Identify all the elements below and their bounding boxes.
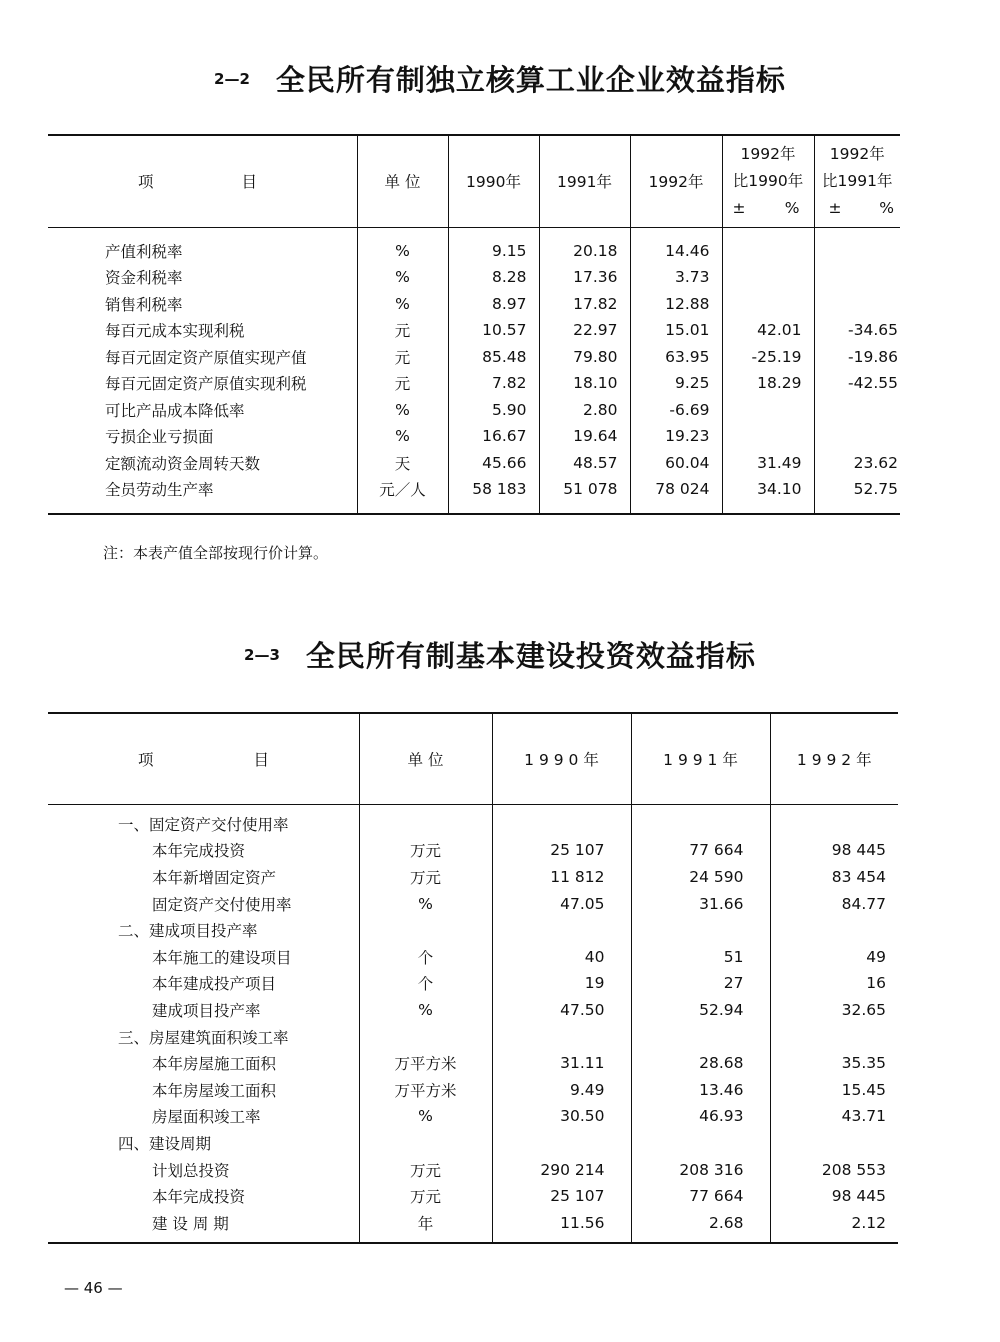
header-1991: 1991年 <box>539 135 630 227</box>
table-row <box>48 450 900 477</box>
cell-1992: 2.12 <box>851 1213 886 1232</box>
header-unit: 单 位 <box>359 713 492 804</box>
cell-cmp-1990 <box>722 264 814 291</box>
row-unit: 万平方米 <box>359 1076 492 1103</box>
row-unit: % <box>357 423 448 450</box>
table-row <box>48 864 898 891</box>
cell-1990 <box>492 811 631 838</box>
row-unit: 万平方米 <box>359 1050 492 1077</box>
cell-1991: 48.57 <box>539 450 630 477</box>
cell-cmp-1991 <box>814 423 900 450</box>
table-row <box>48 1023 898 1050</box>
cell-cmp-1991: 52.75 <box>853 480 898 499</box>
cell-1990: 9.49 <box>492 1076 631 1103</box>
cell-1992: 208 553 <box>821 1160 886 1179</box>
cell-cmp-1990: 34.10 <box>722 476 814 503</box>
cell-1990: 85.48 <box>448 344 539 371</box>
cell-1991: 31.66 <box>631 890 770 917</box>
cell-1991: 51 078 <box>539 476 630 503</box>
cell-1990: 16.67 <box>448 423 539 450</box>
row-label: 一、固定资产交付使用率 <box>48 811 359 838</box>
row-label: 房屋面积竣工率 <box>48 1103 359 1130</box>
cell-1991: 2.68 <box>631 1209 770 1236</box>
cell-cmp-1991: -19.86 <box>848 347 898 366</box>
cell-1992: 32.65 <box>841 1000 886 1019</box>
cell-1991: 17.36 <box>539 264 630 291</box>
cell-1990: 25 107 <box>492 1183 631 1210</box>
row-label: 计划总投资 <box>48 1156 359 1183</box>
cell-cmp-1990: -25.19 <box>722 344 814 371</box>
row-unit <box>359 1023 492 1050</box>
table2 <box>48 712 898 1244</box>
cell-1992 <box>770 917 898 944</box>
cell-1990: 25 107 <box>492 837 631 864</box>
table1-number: 2—2 <box>214 69 250 88</box>
row-label: 每百元固定资产原值实现利税 <box>48 370 357 397</box>
cell-1991: 28.68 <box>631 1050 770 1077</box>
cell-1990: 7.82 <box>448 370 539 397</box>
cell-1990: 47.50 <box>492 997 631 1024</box>
cell-1990: 9.15 <box>448 238 539 265</box>
row-label: 每百元固定资产原值实现产值 <box>48 344 357 371</box>
table1-note: 注：本表产值全部按现行价计算。 <box>103 544 329 562</box>
cell-1991: 24 590 <box>631 864 770 891</box>
cell-cmp-1991 <box>814 264 900 291</box>
cell-1990: 47.05 <box>492 890 631 917</box>
cell-1991: 46.93 <box>631 1103 770 1130</box>
cell-1990: 5.90 <box>448 397 539 424</box>
cell-1991: 17.82 <box>539 291 630 318</box>
cell-cmp-1991: 23.62 <box>853 453 898 472</box>
table-row <box>48 1076 898 1103</box>
row-unit: 个 <box>359 970 492 997</box>
row-unit: 万元 <box>359 837 492 864</box>
cell-1991: 77 664 <box>631 837 770 864</box>
table-row <box>48 837 898 864</box>
table-row <box>48 423 900 450</box>
cell-1992: 12.88 <box>630 291 722 318</box>
cell-1990: 11.56 <box>492 1209 631 1236</box>
row-label: 可比产品成本降低率 <box>48 397 357 424</box>
row-unit: 元／人 <box>357 476 448 503</box>
row-unit: 个 <box>359 943 492 970</box>
row-label: 本年完成投资 <box>48 837 359 864</box>
table-row <box>48 1156 898 1183</box>
cell-1991 <box>631 811 770 838</box>
cell-cmp-1991 <box>814 291 900 318</box>
cell-cmp-1991: -42.55 <box>848 374 898 393</box>
row-label: 产值利税率 <box>48 238 357 265</box>
cell-1991: 2.80 <box>539 397 630 424</box>
cell-1991: 51 <box>631 943 770 970</box>
cell-1992: 60.04 <box>630 450 722 477</box>
table-row <box>48 476 900 503</box>
cell-1991: 52.94 <box>631 997 770 1024</box>
table-row <box>48 370 900 397</box>
table2-number: 2—3 <box>244 645 280 664</box>
row-label: 本年新增固定资产 <box>48 864 359 891</box>
row-unit: % <box>359 890 492 917</box>
row-unit: 元 <box>357 344 448 371</box>
cell-1992: 15.01 <box>630 317 722 344</box>
cell-1992: 35.35 <box>841 1054 886 1073</box>
table-row <box>48 917 898 944</box>
row-unit: % <box>359 1103 492 1130</box>
header-1990: 1 9 9 0 年 <box>492 713 631 804</box>
header-item: 项 目 <box>48 713 359 804</box>
table-row <box>48 1130 898 1157</box>
header-unit: 单 位 <box>357 135 448 227</box>
cell-cmp-1990: 18.29 <box>722 370 814 397</box>
cell-cmp-1991 <box>814 238 900 265</box>
table-row <box>48 1209 898 1236</box>
row-unit: 元 <box>357 370 448 397</box>
table-row <box>48 811 898 838</box>
cell-1992: 43.71 <box>841 1107 886 1126</box>
row-unit <box>359 1130 492 1157</box>
table-row <box>48 997 898 1024</box>
row-unit: 万元 <box>359 1183 492 1210</box>
cell-1991: 208 316 <box>631 1156 770 1183</box>
row-label: 销售利税率 <box>48 291 357 318</box>
header-cmp-1991: 1992年 比1991年 ± % <box>814 135 900 227</box>
row-label: 每百元成本实现利税 <box>48 317 357 344</box>
page-number: — 46 — <box>64 1279 123 1297</box>
cell-1990: 8.28 <box>448 264 539 291</box>
cell-1992 <box>770 1023 898 1050</box>
table-row <box>48 291 900 318</box>
table-row <box>48 1103 898 1130</box>
cell-cmp-1990 <box>722 291 814 318</box>
cell-1992: 14.46 <box>630 238 722 265</box>
row-unit <box>359 811 492 838</box>
cell-1992: 98 445 <box>831 841 886 860</box>
cell-1991 <box>631 1130 770 1157</box>
row-unit <box>359 917 492 944</box>
header-1992: 1 9 9 2 年 <box>770 713 898 804</box>
table-row <box>48 970 898 997</box>
cell-1992: 84.77 <box>841 894 886 913</box>
cell-1991: 22.97 <box>539 317 630 344</box>
cell-1991: 77 664 <box>631 1183 770 1210</box>
row-unit: 万元 <box>359 864 492 891</box>
cell-1992: 78 024 <box>630 476 722 503</box>
table1 <box>48 134 900 515</box>
row-label: 本年房屋竣工面积 <box>48 1076 359 1103</box>
cell-1990 <box>492 917 631 944</box>
cell-1992: 16 <box>866 974 886 993</box>
header-1992: 1992年 <box>630 135 722 227</box>
cell-1992: 63.95 <box>630 344 722 371</box>
row-unit: 万元 <box>359 1156 492 1183</box>
row-unit: 天 <box>357 450 448 477</box>
row-label: 本年房屋施工面积 <box>48 1050 359 1077</box>
cell-1991: 79.80 <box>539 344 630 371</box>
cell-1990: 58 183 <box>448 476 539 503</box>
row-unit: 元 <box>357 317 448 344</box>
cell-1990: 19 <box>492 970 631 997</box>
row-label: 定额流动资金周转天数 <box>48 450 357 477</box>
cell-cmp-1991 <box>814 397 900 424</box>
table-row <box>48 1183 898 1210</box>
cell-1991: 13.46 <box>631 1076 770 1103</box>
cell-1991: 19.64 <box>539 423 630 450</box>
cell-1992: 98 445 <box>831 1187 886 1206</box>
cell-1992: 19.23 <box>630 423 722 450</box>
cell-1990 <box>492 1023 631 1050</box>
row-label: 建 设 周 期 <box>48 1209 359 1236</box>
row-unit: 年 <box>359 1209 492 1236</box>
cell-cmp-1990 <box>722 423 814 450</box>
table-row <box>48 344 900 371</box>
row-label: 资金利税率 <box>48 264 357 291</box>
cell-1990: 8.97 <box>448 291 539 318</box>
table-row <box>48 1050 898 1077</box>
cell-1990: 10.57 <box>448 317 539 344</box>
cell-1990: 40 <box>492 943 631 970</box>
cell-1990: 290 214 <box>492 1156 631 1183</box>
row-label: 三、房屋建筑面积竣工率 <box>48 1023 359 1050</box>
cell-1990: 31.11 <box>492 1050 631 1077</box>
table-row <box>48 238 900 265</box>
row-unit: % <box>359 997 492 1024</box>
row-label: 固定资产交付使用率 <box>48 890 359 917</box>
cell-cmp-1990 <box>722 397 814 424</box>
row-unit: % <box>357 397 448 424</box>
cell-1990: 11 812 <box>492 864 631 891</box>
row-label: 建成项目投产率 <box>48 997 359 1024</box>
row-unit: % <box>357 291 448 318</box>
cell-1992: -6.69 <box>630 397 722 424</box>
cell-1991 <box>631 1023 770 1050</box>
cell-1992 <box>770 811 898 838</box>
cell-1992: 83 454 <box>831 867 886 886</box>
table-row <box>48 890 898 917</box>
row-label: 二、建成项目投产率 <box>48 917 359 944</box>
cell-1992: 49 <box>866 947 886 966</box>
cell-1991: 18.10 <box>539 370 630 397</box>
table-row <box>48 397 900 424</box>
cell-cmp-1990: 42.01 <box>722 317 814 344</box>
cell-1991: 27 <box>631 970 770 997</box>
row-label: 四、建设周期 <box>48 1130 359 1157</box>
table1-title <box>0 58 1000 99</box>
cell-1992: 3.73 <box>630 264 722 291</box>
header-1990: 1990年 <box>448 135 539 227</box>
table2-title-text: 全民所有制基本建设投资效益指标 <box>305 639 756 673</box>
row-unit: % <box>357 238 448 265</box>
cell-cmp-1990 <box>722 238 814 265</box>
cell-1990: 30.50 <box>492 1103 631 1130</box>
cell-cmp-1990: 31.49 <box>722 450 814 477</box>
cell-cmp-1991: -34.65 <box>848 321 898 340</box>
table-row <box>48 943 898 970</box>
cell-1992 <box>770 1130 898 1157</box>
row-label: 本年建成投产项目 <box>48 970 359 997</box>
header-item: 项 目 <box>48 135 357 227</box>
header-cmp-1990: 1992年 比1990年 ± % <box>722 135 814 227</box>
row-label: 本年完成投资 <box>48 1183 359 1210</box>
table-row <box>48 264 900 291</box>
table-row <box>48 317 900 344</box>
cell-1991: 20.18 <box>539 238 630 265</box>
cell-1992: 15.45 <box>841 1080 886 1099</box>
row-label: 亏损企业亏损面 <box>48 423 357 450</box>
table2-title <box>0 634 1000 675</box>
table1-title-text: 全民所有制独立核算工业企业效益指标 <box>275 63 786 97</box>
row-label: 全员劳动生产率 <box>48 476 357 503</box>
cell-1991 <box>631 917 770 944</box>
cell-1990: 45.66 <box>448 450 539 477</box>
row-unit: % <box>357 264 448 291</box>
cell-1992: 9.25 <box>630 370 722 397</box>
row-label: 本年施工的建设项目 <box>48 943 359 970</box>
header-1991: 1 9 9 1 年 <box>631 713 770 804</box>
cell-1990 <box>492 1130 631 1157</box>
